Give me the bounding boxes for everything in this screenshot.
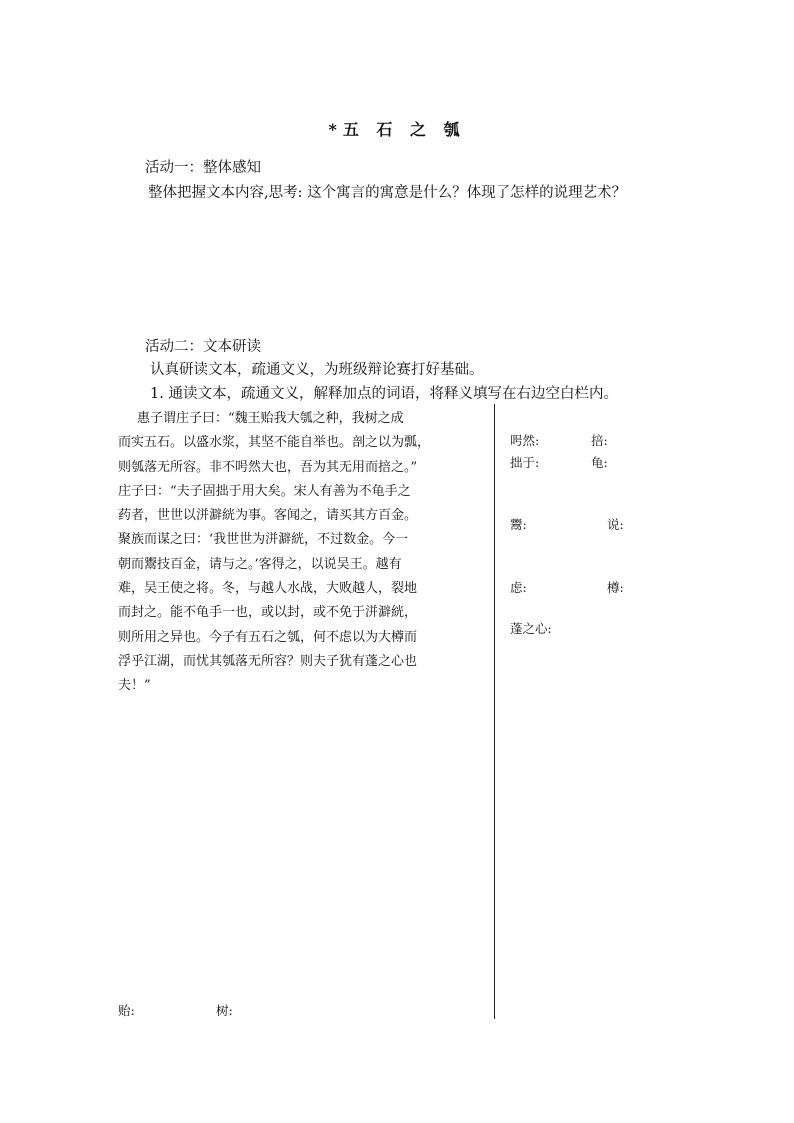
passage-line: 庄子曰：“夫子固拙于用大矣。宋人有善为不龟手之 [118,483,411,499]
activity2-task1: 1. 通读文本，疏通文义，解释加点的词语，将释义填写在右边空白栏内。 [150,386,618,402]
gloss-jun-label: 龟: [591,455,608,470]
column-divider [494,404,495,1019]
gloss-lv-label: 虑: [510,580,527,595]
passage-line: 而实五石。以盛水浆，其坚不能自举也。剖之以为瓢， [118,435,431,451]
passage-line: 惠子谓庄子曰：“魏王贻我大瓠之种，我树之成 [137,411,404,426]
gloss-zun-label: 樽: [607,580,624,595]
gloss-yi-label: 贻: [118,1003,135,1018]
passage-line: 难，吴王使之将。冬，与越人水战，大败越人，裂地 [118,581,418,597]
gloss-xiaoran-label: 呺然: [510,433,540,448]
passage-line: 聚族而谋之曰：‘我世世为洴澼絖，不过数金。今一 [118,532,409,548]
gloss-shu-label: 树: [216,1003,233,1018]
activity2-intro: 认真研读文本，疏通文义，为班级辩论赛打好基础。 [150,362,484,378]
page-title: *五 石 之 瓠 [328,120,466,139]
gloss-peng-label: 蓬之心: [510,621,552,636]
activity1-question: 整体把握文本内容,思考: 这个寓言的寓意是什么？体现了怎样的说理艺术？ [148,185,627,201]
gloss-zhuoyu-label: 拙于: [510,455,540,470]
activity1-heading: 活动一：整体感知 [145,160,261,176]
passage-line: 朝而鬻技百金，请与之。’客得之，以说吴王。越有 [118,556,402,572]
passage-line: 浮乎江湖，而忧其瓠落无所容？则夫子犹有蓬之心也 [118,653,418,669]
gloss-pou-label: 掊: [591,433,608,448]
classical-text-passage [118,407,490,699]
passage-line: 则瓠落无所容。非不呺然大也，吾为其无用而掊之。” [118,459,418,475]
passage-line: 而封之。能不龟手一也，或以封，或不免于洴澼絖， [118,605,418,621]
gloss-shui-label: 说: [607,517,624,532]
passage-line: 药者，世世以洴澼絖为事。客闻之，请买其方百金。 [118,508,418,524]
activity2-heading: 活动二：文本研读 [145,339,261,355]
passage-line: 夫！” [118,678,151,694]
passage-line: 则所用之异也。今子有五石之瓠，何不虑以为大樽而 [118,629,418,645]
gloss-yu-label: 鬻: [510,517,527,532]
